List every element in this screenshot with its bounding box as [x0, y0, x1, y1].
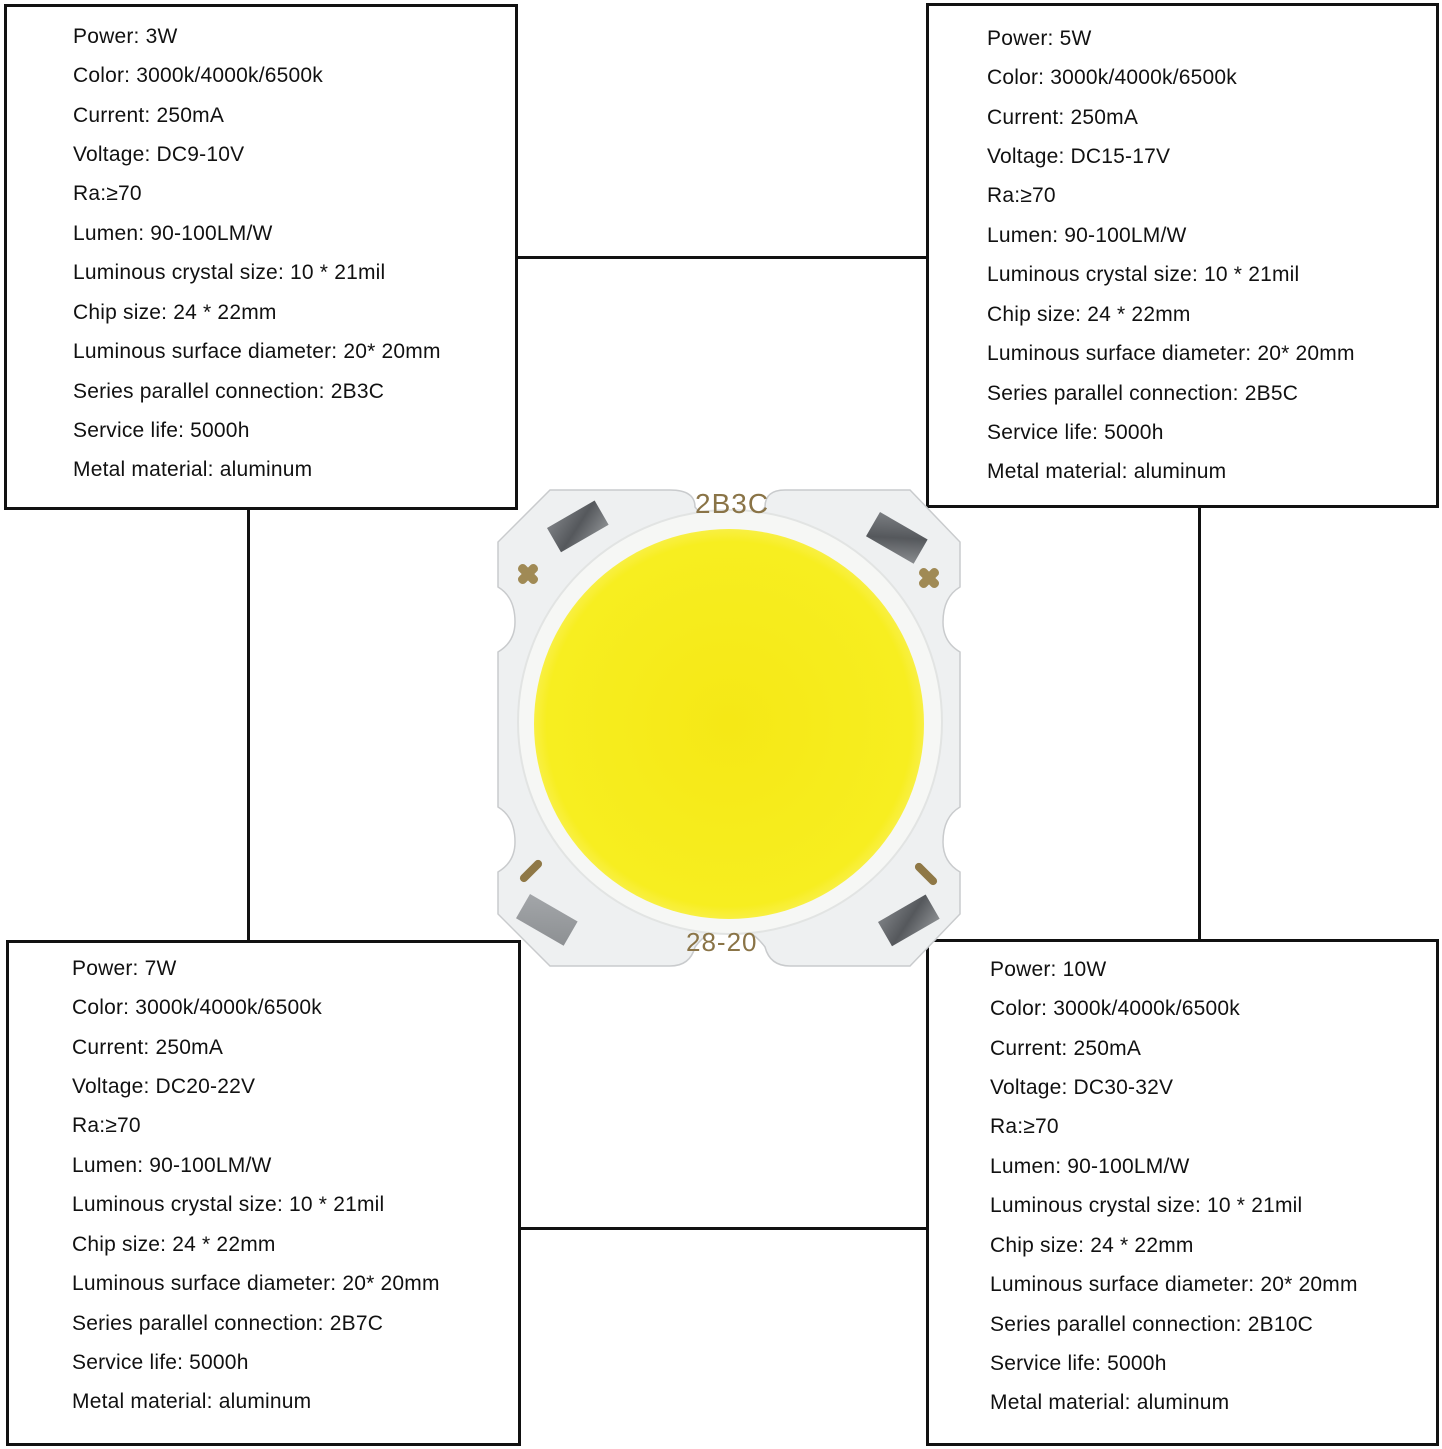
spec-series-parallel: Series parallel connection: 2B7C	[72, 1312, 384, 1335]
spec-crystal-size: Luminous crystal size: 10 * 21mil	[72, 1193, 385, 1216]
spec-service-life: Service life: 5000h	[73, 419, 250, 442]
spec-power: Power: 3W	[73, 25, 178, 48]
spec-current: Current: 250mA	[73, 104, 225, 127]
spec-series-parallel: Series parallel connection: 2B10C	[990, 1313, 1313, 1336]
spec-ra: Ra:≥70	[990, 1115, 1059, 1138]
spec-voltage: Voltage: DC30-32V	[990, 1076, 1174, 1099]
spec-crystal-size: Luminous crystal size: 10 * 21mil	[987, 263, 1300, 286]
spec-box-10w	[926, 939, 1439, 1446]
spec-series-parallel: Series parallel connection: 2B5C	[987, 382, 1299, 405]
connector-bottom-horizontal	[518, 1227, 926, 1230]
spec-lumen: Lumen: 90-100LM/W	[72, 1154, 272, 1177]
spec-lumen: Lumen: 90-100LM/W	[990, 1155, 1190, 1178]
chip-bottom-marking: 28-20	[686, 927, 758, 957]
spec-chip-size: Chip size: 24 * 22mm	[990, 1234, 1194, 1257]
spec-voltage: Voltage: DC15-17V	[987, 145, 1171, 168]
spec-power: Power: 5W	[987, 27, 1092, 50]
phosphor-emitter	[534, 529, 924, 919]
spec-color: Color: 3000k/4000k/6500k	[990, 997, 1240, 1020]
spec-box-3w	[4, 4, 518, 510]
connector-right-vertical	[1198, 506, 1201, 940]
spec-ra: Ra:≥70	[987, 184, 1056, 207]
spec-metal-material: Metal material: aluminum	[73, 458, 313, 481]
spec-service-life: Service life: 5000h	[987, 421, 1164, 444]
spec-color: Color: 3000k/4000k/6500k	[73, 64, 323, 87]
spec-service-life: Service life: 5000h	[72, 1351, 249, 1374]
spec-ra: Ra:≥70	[72, 1114, 141, 1137]
spec-service-life: Service life: 5000h	[990, 1352, 1167, 1375]
spec-metal-material: Metal material: aluminum	[72, 1390, 312, 1413]
spec-color: Color: 3000k/4000k/6500k	[72, 996, 322, 1019]
spec-crystal-size: Luminous crystal size: 10 * 21mil	[990, 1194, 1303, 1217]
spec-lumen: Lumen: 90-100LM/W	[987, 224, 1187, 247]
spec-series-parallel: Series parallel connection: 2B3C	[73, 380, 385, 403]
spec-lumen: Lumen: 90-100LM/W	[73, 222, 273, 245]
spec-current: Current: 250mA	[990, 1037, 1142, 1060]
spec-surface-diameter: Luminous surface diameter: 20* 20mm	[990, 1273, 1358, 1296]
spec-chip-size: Chip size: 24 * 22mm	[72, 1233, 276, 1256]
spec-voltage: Voltage: DC20-22V	[72, 1075, 256, 1098]
cob-led-chip-graphic	[495, 482, 965, 972]
spec-color: Color: 3000k/4000k/6500k	[987, 66, 1237, 89]
chip-top-marking: 2B3C	[695, 488, 770, 519]
spec-ra: Ra:≥70	[73, 182, 142, 205]
spec-current: Current: 250mA	[72, 1036, 224, 1059]
spec-power: Power: 7W	[72, 957, 177, 980]
spec-crystal-size: Luminous crystal size: 10 * 21mil	[73, 261, 386, 284]
spec-power: Power: 10W	[990, 958, 1107, 981]
spec-surface-diameter: Luminous surface diameter: 20* 20mm	[72, 1272, 440, 1295]
spec-chip-size: Chip size: 24 * 22mm	[73, 301, 277, 324]
spec-voltage: Voltage: DC9-10V	[73, 143, 245, 166]
connector-top-horizontal	[515, 256, 929, 259]
connector-left-vertical	[247, 508, 250, 942]
spec-current: Current: 250mA	[987, 106, 1139, 129]
spec-metal-material: Metal material: aluminum	[987, 460, 1227, 483]
spec-box-7w	[6, 940, 521, 1446]
cob-led-chip	[495, 482, 965, 972]
spec-chip-size: Chip size: 24 * 22mm	[987, 303, 1191, 326]
spec-box-5w	[926, 3, 1439, 508]
spec-surface-diameter: Luminous surface diameter: 20* 20mm	[73, 340, 441, 363]
spec-surface-diameter: Luminous surface diameter: 20* 20mm	[987, 342, 1355, 365]
spec-metal-material: Metal material: aluminum	[990, 1391, 1230, 1414]
